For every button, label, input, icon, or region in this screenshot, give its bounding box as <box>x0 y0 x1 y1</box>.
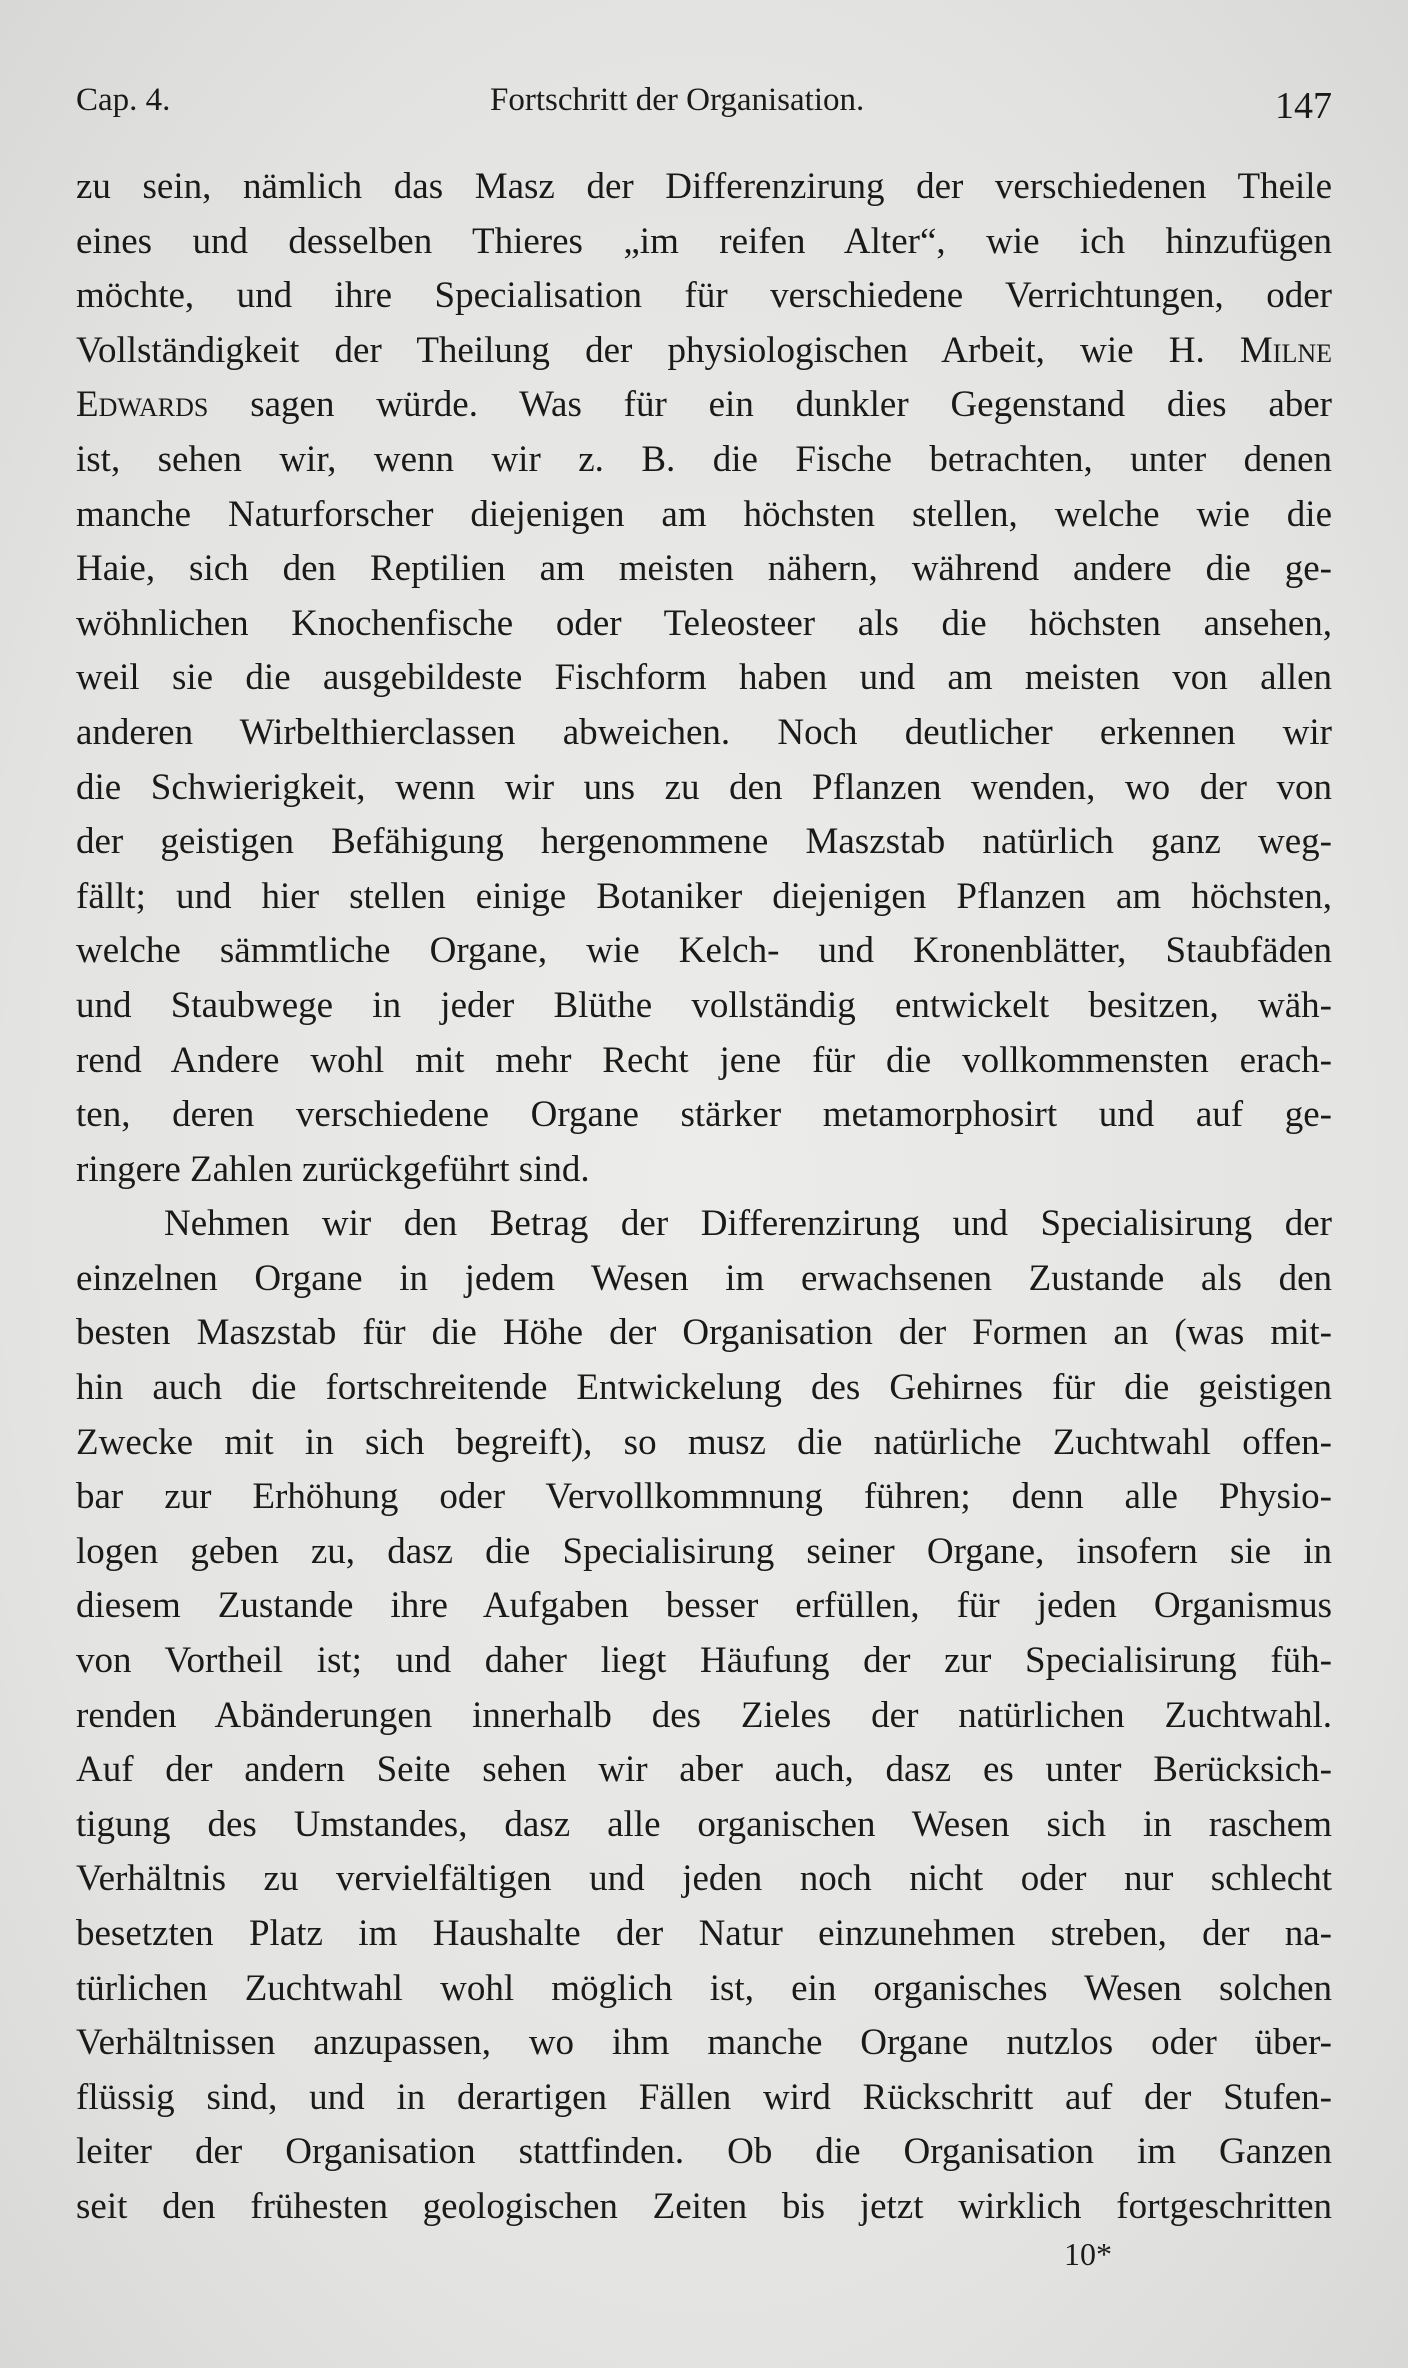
body-text <box>76 160 1332 2235</box>
text-line: Vollständigkeit der Theilung der physiologischen Arbeit, wie H. Milne <box>76 329 1332 371</box>
text-line: besten Maszstab für die Höhe der Organisation der Formen an (was mit- <box>76 1312 1332 1354</box>
text-line: rend Andere wohl mit mehr Recht jene für die vollkommensten erach- <box>76 1039 1332 1081</box>
text-line: fällt; und hier stellen einige Botaniker diejenigen Pflanzen am höchsten, <box>76 875 1332 917</box>
text-line: tigung des Umstandes, dasz alle organischen Wesen sich in raschem <box>76 1803 1332 1845</box>
text-line: seit den frühesten geologischen Zeiten bis jetzt wirklich fortgeschritten <box>76 2185 1332 2227</box>
text-line: und Staubwege in jeder Blüthe vollständig entwickelt besitzen, wäh- <box>76 984 1332 1026</box>
text-line: Auf der andern Seite sehen wir aber auch, dasz es unter Berücksich- <box>76 1749 1332 1791</box>
text-line: wöhnlichen Knochenfische oder Teleosteer als die höchsten ansehen, <box>76 602 1332 644</box>
signature-mark: 10* <box>1064 2236 1112 2272</box>
running-title: Fortschritt der Organisation. <box>490 82 865 118</box>
text-line: eines und desselben Thieres „im reifen Alter“, wie ich hinzufügen <box>76 220 1332 262</box>
text-line: besetzten Platz im Haushalte der Natur einzunehmen streben, der na- <box>76 1913 1332 1954</box>
text-line: ist, sehen wir, wenn wir z. B. die Fische betrachten, unter denen <box>76 438 1332 480</box>
running-header <box>76 72 1332 132</box>
text-line: Verhältnis zu vervielfältigen und jeden noch nicht oder nur schlecht <box>76 1858 1332 1900</box>
text-line: von Vortheil ist; und daher liegt Häufung der zur Specialisirung füh- <box>76 1640 1332 1682</box>
text-line: flüssig sind, und in derartigen Fällen wird Rückschritt auf der Stufen- <box>76 2076 1332 2118</box>
text-line: bar zur Erhöhung oder Vervollkommnung führen; denn alle Physio- <box>76 1476 1332 1518</box>
text-line: manche Naturforscher diejenigen am höchsten stellen, welche wie die <box>76 493 1332 535</box>
text-line: Nehmen wir den Betrag der Differenzirung und Specialisirung der <box>164 1203 1332 1245</box>
text-line: renden Abänderungen innerhalb des Zieles der natürlichen Zuchtwahl. <box>76 1694 1332 1736</box>
text-line: zu sein, nämlich das Masz der Differenzirung der verschiedenen Theile <box>76 166 1332 207</box>
text-line: die Schwierigkeit, wenn wir uns zu den Pflanzen wenden, wo der von <box>76 766 1332 808</box>
page-number: 147 <box>1275 85 1332 127</box>
text-line: ringere Zahlen zurückgeführt sind. <box>76 1148 590 1190</box>
text-line: diesem Zustande ihre Aufgaben besser erfüllen, für jeden Organismus <box>76 1585 1332 1627</box>
text-line: Verhältnissen anzupassen, wo ihm manche Organe nutzlos oder über- <box>76 2022 1332 2064</box>
text-line: türlichen Zuchtwahl wohl möglich ist, ein organisches Wesen solchen <box>76 1967 1332 2009</box>
text-line: Zwecke mit in sich begreift), so musz die natürliche Zuchtwahl offen- <box>76 1421 1332 1463</box>
text-line: der geistigen Befähigung hergenommene Maszstab natürlich ganz weg- <box>76 821 1332 863</box>
text-line: hin auch die fortschreitende Entwickelung des Gehirnes für die geistigen <box>76 1367 1332 1409</box>
chapter-label: Cap. 4. <box>76 82 171 118</box>
text-line: ten, deren verschiedene Organe stärker metamorphosirt und auf ge- <box>76 1094 1332 1136</box>
text-line: welche sämmtliche Organe, wie Kelch- und Kronenblätter, Staubfäden <box>76 930 1332 972</box>
text-line: leiter der Organisation stattfinden. Ob die Organisation im Ganzen <box>76 2131 1332 2173</box>
text-line: Edwards sagen würde. Was für ein dunkler Gegenstand dies aber <box>76 384 1332 426</box>
text-line: möchte, und ihre Specialisation für verschiedene Verrichtungen, oder <box>76 275 1332 317</box>
text-line: logen geben zu, dasz die Specialisirung seiner Organe, insofern sie in <box>76 1530 1332 1572</box>
text-line: anderen Wirbelthierclassen abweichen. Noch deutlicher erkennen wir <box>76 711 1332 753</box>
text-line: Haie, sich den Reptilien am meisten nähern, während andere die ge- <box>76 548 1332 590</box>
text-line: einzelnen Organe in jedem Wesen im erwachsenen Zustande als den <box>76 1257 1332 1299</box>
text-line: weil sie die ausgebildeste Fischform haben und am meisten von allen <box>76 657 1332 699</box>
